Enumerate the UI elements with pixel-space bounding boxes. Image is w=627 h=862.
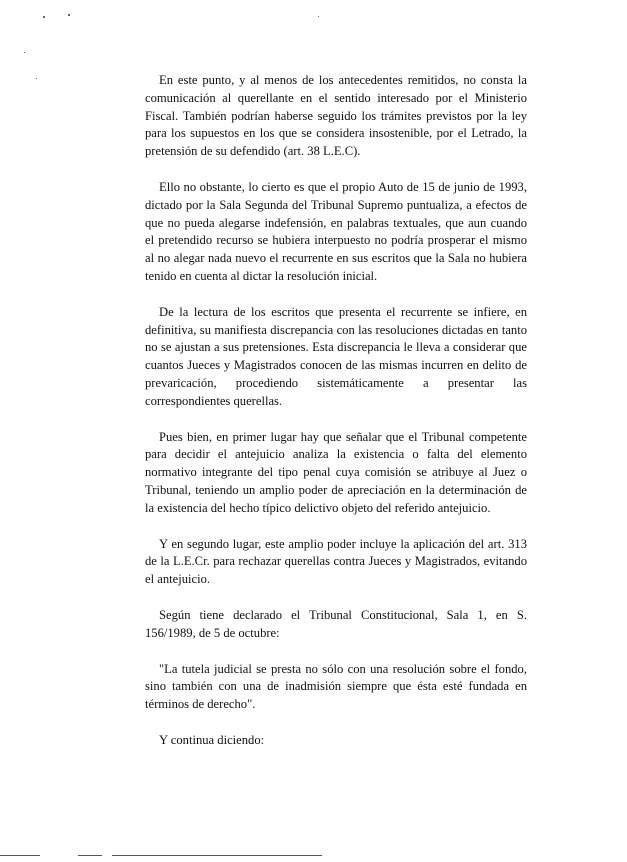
- scan-edge-line: [78, 855, 102, 856]
- quoted-paragraph: "La tutela judicial se presta no sólo con una resolución sobre el fondo, sino también con una de inadmisión siempre que ésta esté fundada en términos de derecho".: [145, 661, 527, 712]
- paragraph-4: Pues bien, en primer lugar hay que señalar que el Tribunal competente para decidir el antejuicio analiza la existencia o falta del elemento normativo integrante del tipo penal cuya comisión se atribuye al Juez o Tribunal, teniendo un amplio poder de apreciación en la determinación de la existencia del hecho típico delictivo objeto del referido antejuicio.: [145, 429, 527, 515]
- document-body: [145, 72, 527, 750]
- paragraph-2: Ello no obstante, lo cierto es que el propio Auto de 15 de junio de 1993, dictado por la Sala Segunda del Tribunal Supremo puntualiza, a efectos de que no pueda alegarse indefensión, en palabras textuales, que aun cuando el pretendido recurso se hubiera interpuesto no podría prosperar el mismo al no alegar nada nuevo el recurrente en sus escritos que la Sala no hubiera tenido en cuenta al dictar la resolución inicial.: [145, 179, 527, 283]
- scan-edge-line: [0, 855, 40, 856]
- scan-speck: [318, 16, 319, 17]
- scan-speck: [24, 52, 25, 53]
- scan-speck: [36, 78, 37, 79]
- paragraph-3: De la lectura de los escritos que presenta el recurrente se infiere, en definitiva, su manifiesta discrepancia con las resoluciones dictadas en tanto no se ajustan a sus pretensiones. Esta discrepancia le lleva a considerar que cuantos Jueces y Magistrados conocen de las mismas incurren en delito de prevaricación, procediendo sistemáticamente a presentar las correspondientes querellas.: [145, 304, 527, 408]
- scan-edge-line: [112, 855, 322, 856]
- paragraph-6: Según tiene declarado el Tribunal Constitucional, Sala 1, en S. 156/1989, de 5 de octubre:: [145, 607, 527, 640]
- paragraph-5: Y en segundo lugar, este amplio poder incluye la aplicación del art. 313 de la L.E.Cr. para rechazar querellas contra Jueces y Magistrados, evitando el antejuicio.: [145, 536, 527, 587]
- paragraph-1: En este punto, y al menos de los antecedentes remitidos, no consta la comunicación al querellante en el sentido interesado por el Ministerio Fiscal. También podrían haberse seguido los trámites previstos por la ley para los supuestos en los que se considera insostenible, por el Letrado, la pretensión de su defendido (art. 38 L.E.C).: [145, 73, 527, 159]
- paragraph-8: Y continua diciendo:: [159, 732, 265, 747]
- scan-speck: [43, 16, 45, 18]
- scan-speck: [68, 14, 70, 16]
